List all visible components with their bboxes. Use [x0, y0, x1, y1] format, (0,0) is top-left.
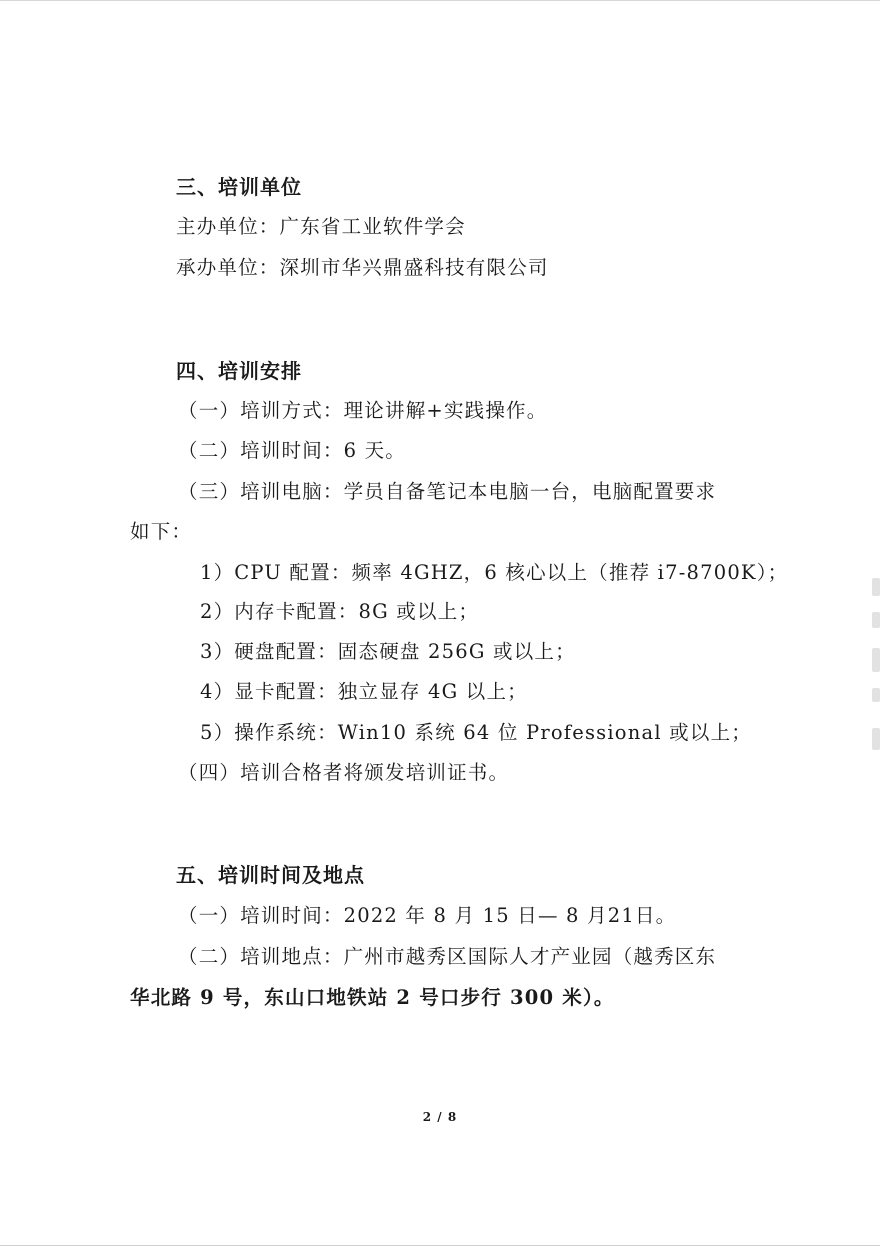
section-5-heading: 五、培训时间及地点	[176, 863, 365, 887]
training-computer-text-line2: 如下：	[130, 520, 193, 543]
scan-artifact-mark	[872, 578, 880, 596]
scan-artifact-mark	[872, 612, 880, 628]
section-4-heading: 四、培训安排	[176, 359, 302, 383]
co-organizer-text: 承办单位：深圳市华兴鼎盛科技有限公司	[176, 256, 549, 279]
training-computer-text-line1: （三）培训电脑：学员自备笔记本电脑一台，电脑配置要求	[178, 480, 717, 503]
training-method-text: （一）培训方式：理论讲解+实践操作。	[178, 399, 548, 422]
requirement-cpu: 1）CPU 配置：频率 4GHZ，6 核心以上（推荐 i7-8700K）；	[200, 561, 789, 584]
requirement-disk: 3）硬盘配置：固态硬盘 256G 或以上；	[200, 640, 576, 663]
training-duration-text: （二）培训时间：6 天。	[178, 439, 407, 462]
page-top-edge	[0, 0, 880, 1]
page-number: 2 / 8	[422, 1110, 458, 1124]
page-bottom-edge	[0, 1245, 880, 1246]
scan-artifact-mark	[872, 648, 880, 672]
certificate-text: （四）培训合格者将颁发培训证书。	[178, 761, 510, 784]
requirement-gpu: 4）显卡配置：独立显存 4G 以上；	[200, 680, 528, 703]
scan-artifact-mark	[872, 728, 880, 750]
organizer-text: 主办单位：广东省工业软件学会	[176, 215, 466, 238]
requirement-os: 5）操作系统：Win10 系统 64 位 Professional 或以上；	[200, 721, 752, 744]
scan-artifact-mark	[872, 688, 880, 702]
training-place-text-line2: 华北路 9 号，东山口地铁站 2 号口步行 300 米）。	[130, 986, 615, 1009]
requirement-memory: 2）内存卡配置：8G 或以上；	[200, 600, 480, 623]
training-place-text-line1: （二）培训地点：广州市越秀区国际人才产业园（越秀区东	[178, 945, 717, 968]
section-3-heading: 三、培训单位	[176, 175, 302, 199]
training-dates-text: （一）培训时间：2022 年 8 月 15 日— 8 月21日。	[178, 904, 677, 927]
